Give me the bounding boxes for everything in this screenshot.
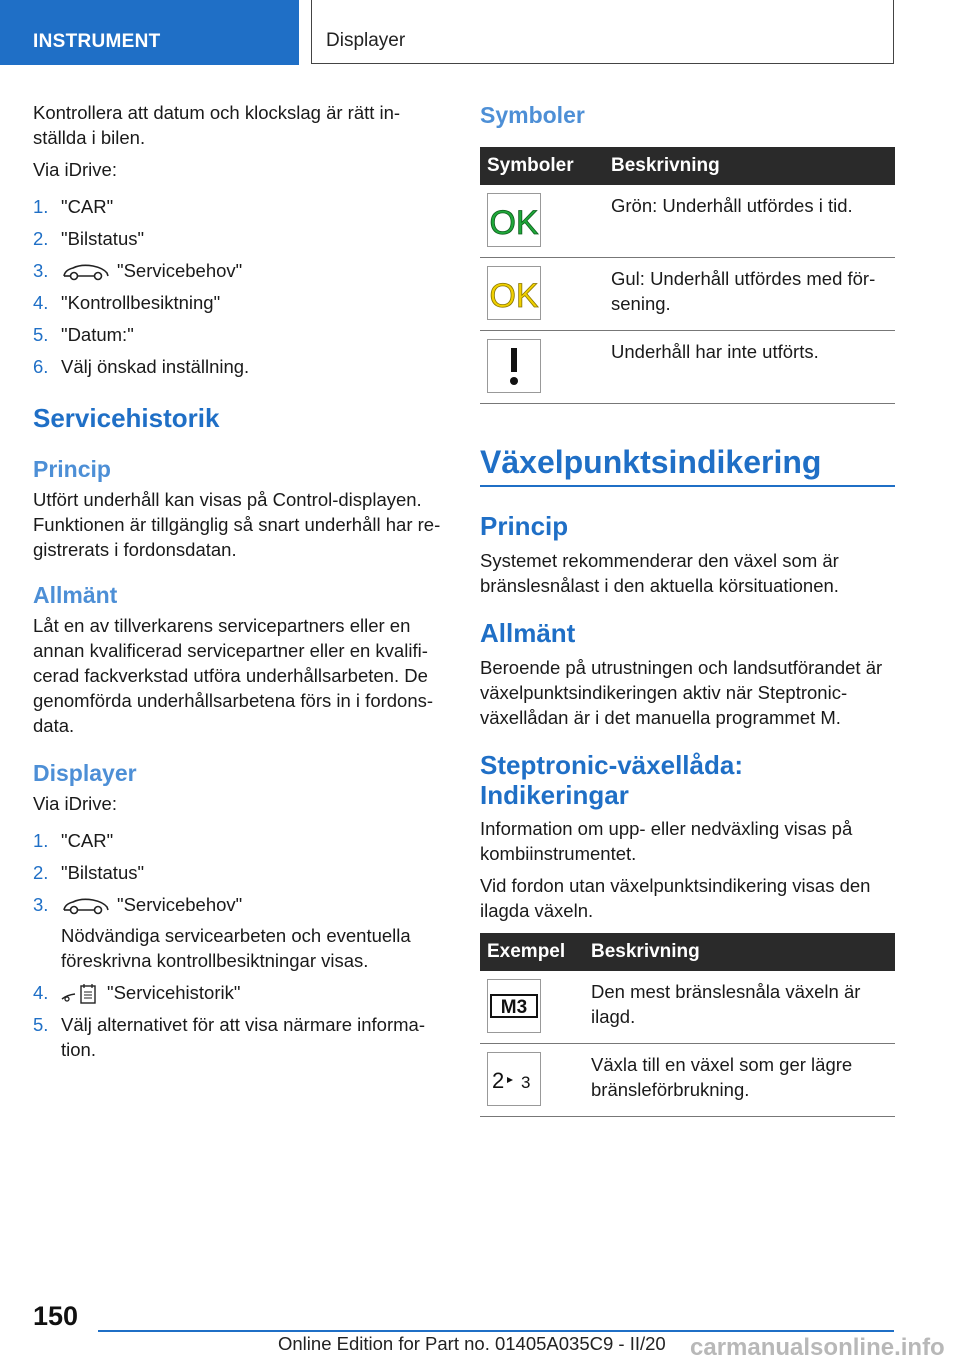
table-row <box>480 258 895 331</box>
car-icon <box>61 896 111 916</box>
table-cell: Den mest bränslesnåla växeln är ilagd. <box>584 971 895 1044</box>
list-item: 4. "Servicehistorik" <box>33 980 447 1005</box>
gear-table <box>480 933 895 1117</box>
heading-allmant: Allmänt <box>33 582 118 608</box>
symbols-table <box>480 147 895 404</box>
steps-list-2 <box>33 828 447 1062</box>
svg-text:M3: M3 <box>500 997 528 1018</box>
heading-servicehistorik: Servicehistorik <box>33 403 220 433</box>
page-number: 150 <box>33 1301 79 1331</box>
left-column <box>33 100 447 1069</box>
list-item: 1. "CAR" <box>33 830 114 851</box>
list-item: 5. Välj alternativet för att visa närmare informa-tion. <box>33 1014 425 1061</box>
table-header: Beskrivning <box>604 147 895 185</box>
ok-yellow-icon <box>487 266 541 320</box>
table-header-row <box>480 147 895 185</box>
table-cell: Grön: Underhåll utfördes i tid. <box>604 185 895 258</box>
watermark-text: carmanualsonline.info <box>690 1334 945 1361</box>
table-header: Exempel <box>480 933 584 971</box>
via-idrive-label: Via iDrive: <box>33 793 117 814</box>
heading-vaxelpunktsindikering: Växelpunktsindikering <box>480 444 895 487</box>
table-cell: Underhåll har inte utförts. <box>604 331 895 404</box>
page-title-box <box>311 0 894 64</box>
table-header: Symboler <box>480 147 604 185</box>
list-item: 2. "Bilstatus" <box>33 228 145 249</box>
intro-text: Kontrollera att datum och klockslag är rätt in-ställda i bilen. <box>33 102 401 148</box>
page-title: Displayer <box>326 30 406 51</box>
service-history-icon <box>61 983 101 1005</box>
table-cell: Växla till en växel som ger lägre bränsleförbrukning. <box>584 1044 895 1117</box>
list-item: 3. "Servicebehov" Nödvändiga servicearbeten och eventuella föreskrivna kontrollbesiktningar visas. <box>33 892 447 973</box>
svg-text:2: 2 <box>492 1068 505 1093</box>
allmant-text: Låt en av tillverkarens servicepartners eller en annan kvalificerad servicepartner eller en kvalifi-cerad fackverkstad utföra underhållsarbeten. De genomförda underhållsarbetena förs in i fordons-data. <box>33 615 434 736</box>
section-tab <box>0 0 299 65</box>
table-cell: Gul: Underhåll utfördes med för-sening. <box>604 258 895 331</box>
heading-allmant: Allmänt <box>480 618 576 648</box>
list-item: 6. Välj önskad inställning. <box>33 356 250 377</box>
table-row <box>480 971 895 1044</box>
table-row <box>480 331 895 404</box>
svg-text:3: 3 <box>521 1073 531 1092</box>
steps-list-1 <box>33 194 447 379</box>
heading-princip: Princip <box>480 511 569 541</box>
heading-steptronic: Steptronic-växellåda: Indikeringar <box>480 750 743 810</box>
ok-green-icon <box>487 193 541 247</box>
step-note: Nödvändiga servicearbeten och eventuella föreskrivna kontrollbesiktningar visas. <box>61 925 411 971</box>
list-item: 3. "Servicebehov" <box>33 260 243 281</box>
steptronic-text-1: Information om upp- eller nedväxling visas på kombiinstrumentet. <box>480 818 853 864</box>
shift-2-3-icon <box>487 1052 541 1106</box>
edition-text: Online Edition for Part no. 01405A035C9 - II/20 <box>278 1333 666 1354</box>
section-label: INSTRUMENT <box>33 31 161 52</box>
list-item: 2. "Bilstatus" <box>33 862 145 883</box>
list-item: 1. "CAR" <box>33 196 114 217</box>
right-column <box>480 100 895 1117</box>
car-icon <box>61 262 111 282</box>
steptronic-text-2: Vid fordon utan växelpunktsindikering visas den ilagda växeln. <box>480 875 871 921</box>
table-row <box>480 185 895 258</box>
heading-symboler: Symboler <box>480 102 585 128</box>
exclamation-icon <box>487 339 541 393</box>
list-item: 5. "Datum:" <box>33 324 134 345</box>
via-idrive-label: Via iDrive: <box>33 159 117 180</box>
footer-rule <box>98 1330 894 1332</box>
table-row <box>480 1044 895 1117</box>
m3-gear-icon <box>487 979 541 1033</box>
table-header: Beskrivning <box>584 933 895 971</box>
table-header-row <box>480 933 895 971</box>
svg-text:OK: OK <box>489 277 539 315</box>
svg-text:OK: OK <box>489 204 539 242</box>
heading-displayer: Displayer <box>33 760 137 786</box>
allmant-text: Beroende på utrustningen och landsutförandet är växelpunktsindikeringen aktiv när Steptronic-växellådan är i det manuella programmet M. <box>480 657 883 728</box>
list-item: 4. "Kontrollbesiktning" <box>33 292 221 313</box>
heading-princip: Princip <box>33 456 111 482</box>
princip-text: Systemet rekommenderar den växel som är bränslesnålast i den aktuella körsituationen. <box>480 550 839 596</box>
princip-text: Utfört underhåll kan visas på Control-displayen. Funktionen är tillgänglig så snart underhåll har re-gistrerats i fordonsdatan. <box>33 489 441 560</box>
